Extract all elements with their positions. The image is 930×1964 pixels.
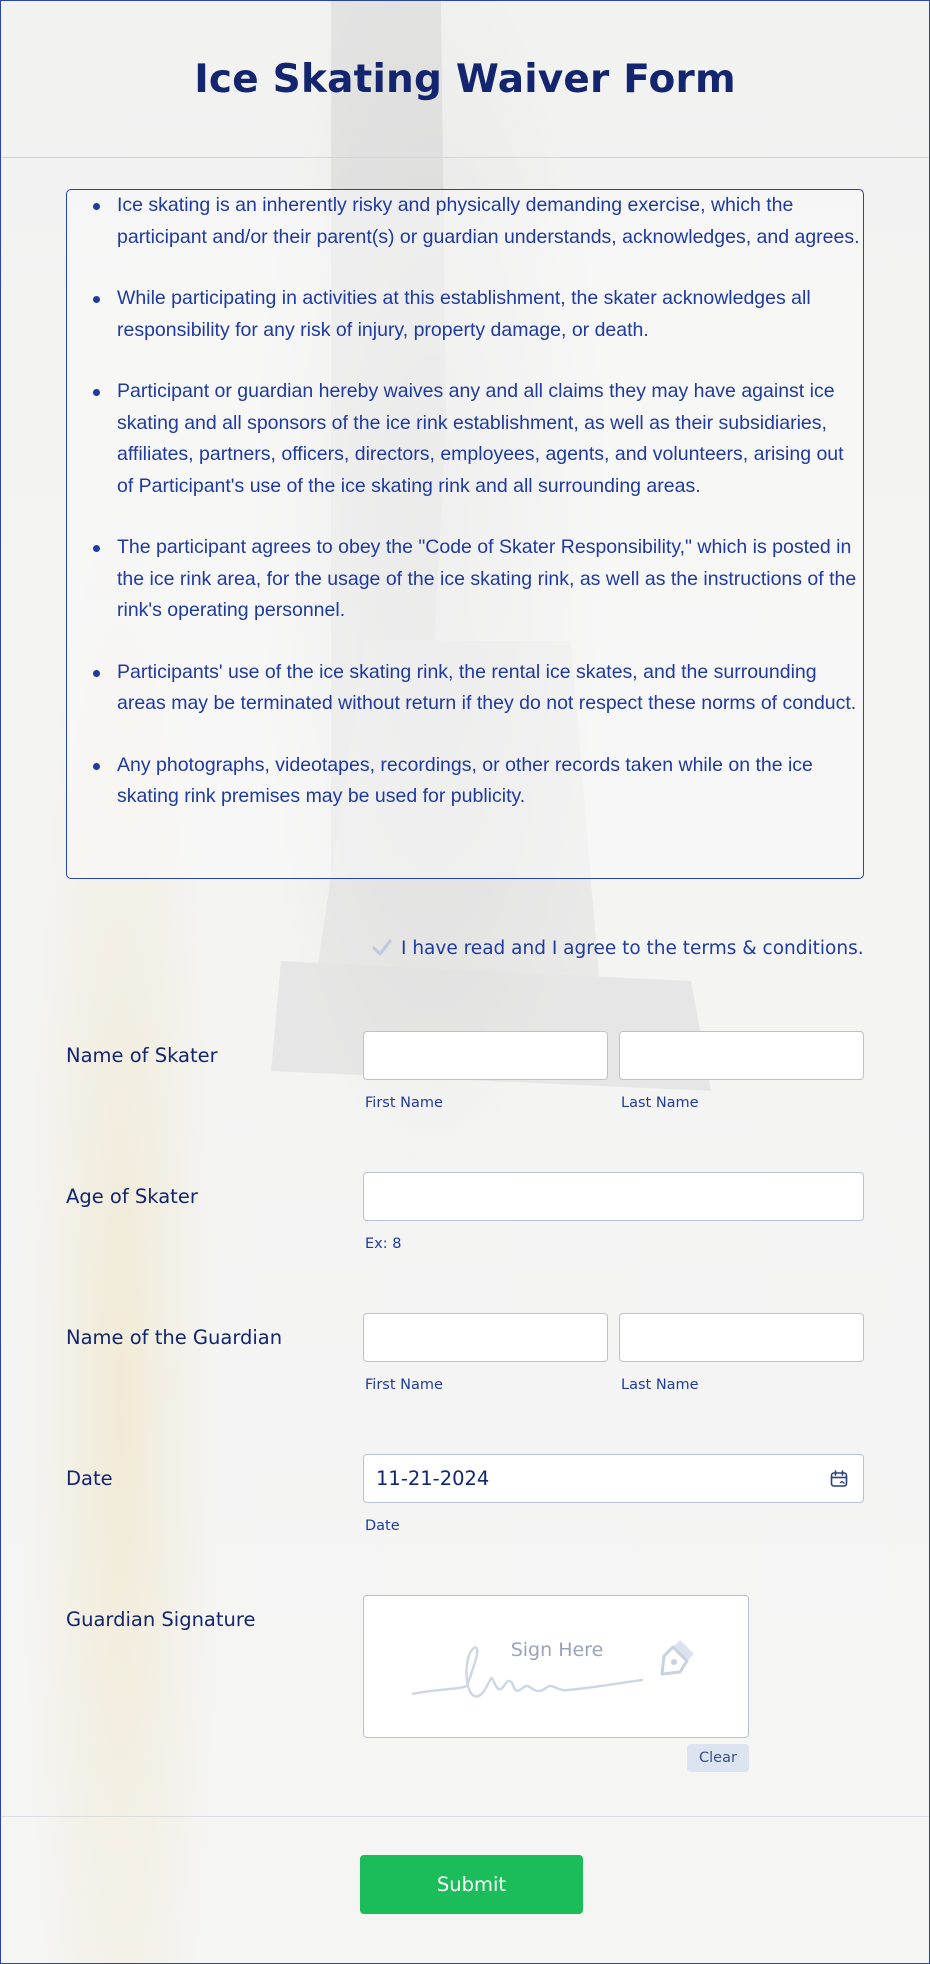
terms-item: While participating in activities at this establishment, the skater acknowledges all responsibility for any risk of injury, property damage, or death. [117, 283, 863, 346]
terms-item: Any photographs, videotapes, recordings, or other records taken while on the ice skating rink premises may be used for publicity. [117, 750, 863, 813]
pen-nib-icon [654, 1636, 698, 1680]
signature-label: Guardian Signature [66, 1608, 256, 1631]
agree-checkbox[interactable] [371, 937, 864, 959]
date-label: Date [66, 1467, 113, 1490]
guardian-first-name-sublabel: First Name [365, 1377, 443, 1393]
form-title: Ice Skating Waiver Form [194, 56, 736, 102]
terms-list [67, 190, 863, 813]
date-input[interactable] [363, 1454, 864, 1503]
terms-item: Ice skating is an inherently risky and physically demanding exercise, which the participant and/or their parent(s) or guardian understands, acknowledges, and agrees. [117, 190, 863, 253]
footer-divider [1, 1816, 930, 1817]
guardian-first-name-input[interactable] [363, 1313, 608, 1362]
skater-age-label: Age of Skater [66, 1185, 198, 1208]
skater-last-name-sublabel: Last Name [621, 1095, 699, 1111]
submit-button[interactable]: Submit [360, 1855, 583, 1914]
skater-first-name-sublabel: First Name [365, 1095, 443, 1111]
guardian-last-name-sublabel: Last Name [621, 1377, 699, 1393]
skater-age-sublabel: Ex: 8 [365, 1236, 402, 1252]
skater-age-input[interactable] [363, 1172, 864, 1221]
guardian-last-name-input[interactable] [619, 1313, 864, 1362]
calendar-icon[interactable] [829, 1469, 849, 1489]
form-header [1, 1, 929, 158]
date-value: 11-21-2024 [376, 1467, 490, 1490]
agree-label: I have read and I agree to the terms & conditions. [401, 937, 864, 959]
terms-box[interactable] [66, 189, 864, 879]
signature-pad[interactable] [363, 1595, 749, 1738]
clear-signature-button[interactable]: Clear [687, 1744, 749, 1772]
skater-name-label: Name of Skater [66, 1044, 218, 1067]
terms-item: The participant agrees to obey the "Code of Skater Responsibility," which is posted in the ice rink area, for the usage of the ice skating rink, as well as the instructions of the rink's operating personnel. [117, 532, 863, 627]
skater-last-name-input[interactable] [619, 1031, 864, 1080]
terms-item: Participants' use of the ice skating rink, the rental ice skates, and the surrounding areas may be terminated without return if they do not respect these norms of conduct. [117, 657, 863, 720]
date-sublabel: Date [365, 1518, 400, 1534]
check-icon[interactable] [371, 937, 393, 959]
signature-placeholder: Sign Here [510, 1639, 604, 1661]
terms-item: Participant or guardian hereby waives any and all claims they may have against ice skating and all sponsors of the ice rink establishment, as well as their subsidiaries, affiliates, partners, officers, directors, employees, agents, and volunteers, arising out of Participant's use of the ice skating rink and all surrounding areas. [117, 376, 863, 502]
guardian-name-label: Name of the Guardian [66, 1326, 283, 1349]
skater-first-name-input[interactable] [363, 1031, 608, 1080]
